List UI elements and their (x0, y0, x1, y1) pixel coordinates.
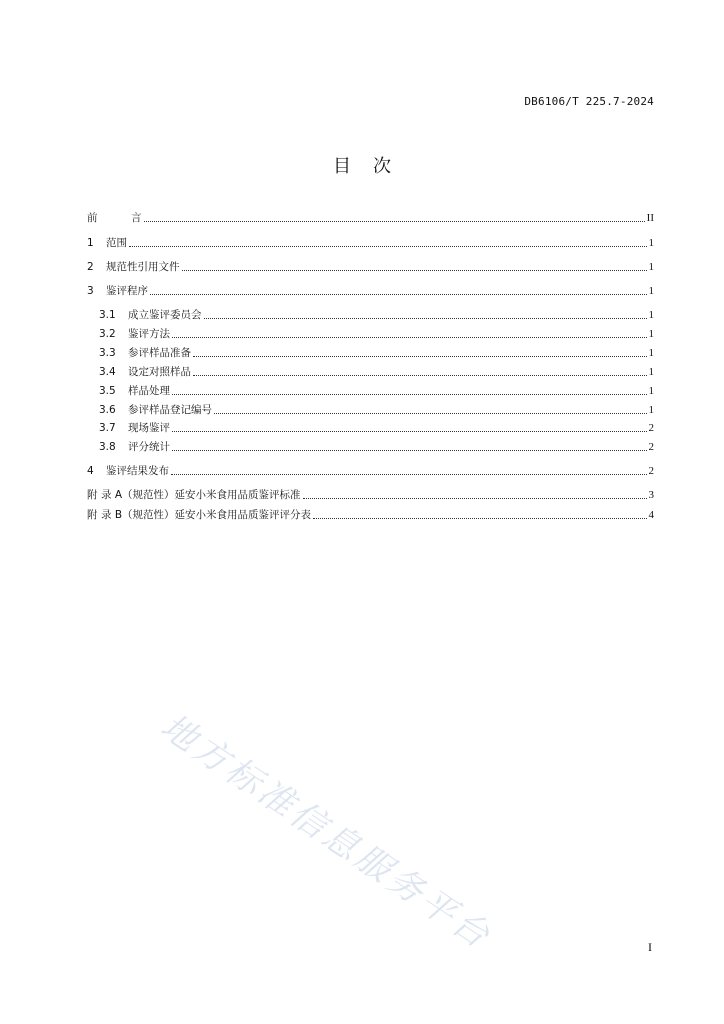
toc-entry-page: 2 (648, 441, 654, 453)
toc-entry-page: 2 (648, 422, 654, 434)
toc-title (0, 152, 724, 178)
toc-entry[interactable] (99, 421, 654, 435)
toc-entry-label: 鉴评程序 (106, 285, 148, 297)
page-number: I (648, 940, 652, 954)
toc-entry-page: 1 (648, 261, 654, 273)
toc-entry-page: 1 (648, 347, 654, 359)
toc-entry[interactable] (87, 211, 654, 225)
toc-dot-leader (172, 449, 647, 451)
toc-dot-leader (204, 317, 647, 319)
toc-entry-label: 录 A（规范性）延安小米食用品质鉴评标准 (101, 489, 301, 501)
toc-entry-number: 2 (87, 261, 94, 273)
toc-dot-leader (129, 245, 647, 247)
document-code: DB6106/T 225.7-2024 (524, 95, 654, 108)
toc-entry[interactable] (87, 284, 654, 298)
toc-entry-label: 参评样品登记编号 (128, 404, 212, 416)
toc-entry-label: 规范性引用文件 (106, 261, 180, 273)
toc-entry-page: 1 (648, 237, 654, 249)
toc-entry-number: 附 (87, 509, 98, 521)
toc-entry[interactable] (87, 508, 654, 522)
toc-title-part1: 目 (333, 156, 351, 177)
toc-entry-number: 1 (87, 237, 94, 249)
toc-entry-number: 3.5 (99, 385, 116, 397)
toc-entry-label: 鉴评结果发布 (106, 465, 169, 477)
toc-entry[interactable] (87, 236, 654, 250)
toc-entry-label: 言 (131, 212, 142, 224)
toc-dot-leader (214, 412, 647, 414)
toc-dot-leader (313, 517, 646, 519)
toc-entry-page: 1 (648, 385, 654, 397)
toc-dot-leader (171, 473, 647, 475)
toc-entry-label: 评分统计 (128, 441, 170, 453)
toc-dot-leader (172, 393, 647, 395)
toc-dot-leader (172, 336, 647, 338)
toc-entry-page: 4 (648, 509, 654, 521)
toc-entry-page: II (646, 212, 654, 224)
toc-entry[interactable] (99, 308, 654, 322)
toc-entry-label: 成立鉴评委员会 (128, 309, 202, 321)
toc-dot-leader (172, 430, 647, 432)
toc-entry-label: 范围 (106, 237, 127, 249)
toc-title-part2: 次 (373, 156, 391, 177)
toc-entry-label: 设定对照样品 (128, 366, 191, 378)
toc-dot-leader (303, 497, 647, 499)
toc-entry-page: 1 (648, 285, 654, 297)
toc-entry-number: 3.6 (99, 404, 116, 416)
toc-entry-number: 3.7 (99, 422, 116, 434)
toc-entry[interactable] (87, 260, 654, 274)
toc-entry-label: 录 B（规范性）延安小米食用品质鉴评评分表 (101, 509, 312, 521)
toc-entry-number: 前 (87, 212, 98, 224)
toc-entry-number: 3.1 (99, 309, 116, 321)
toc-entry-page: 3 (648, 489, 654, 501)
toc-dot-leader (182, 269, 647, 271)
toc-entry-number: 3 (87, 285, 94, 297)
toc-entry-label: 鉴评方法 (128, 328, 170, 340)
toc-dot-leader (144, 220, 645, 222)
toc-entry-page: 1 (648, 366, 654, 378)
toc-entry-page: 2 (648, 465, 654, 477)
watermark-text: 地方标准信息服务平台 (153, 706, 499, 958)
toc-entry[interactable] (87, 488, 654, 502)
toc-entry-page: 1 (648, 309, 654, 321)
toc-entry[interactable] (99, 403, 654, 417)
toc-entry[interactable] (99, 346, 654, 360)
toc-entry[interactable] (99, 327, 654, 341)
toc-entry-label: 现场鉴评 (128, 422, 170, 434)
toc-entry-number: 4 (87, 465, 94, 477)
toc-entry-number: 3.2 (99, 328, 116, 340)
toc-dot-leader (193, 374, 647, 376)
toc-entry-page: 1 (648, 328, 654, 340)
toc-entry-label: 样品处理 (128, 385, 170, 397)
toc-entry-label: 参评样品准备 (128, 347, 191, 359)
toc-dot-leader (193, 355, 647, 357)
toc-entry-number: 3.4 (99, 366, 116, 378)
toc-entry[interactable] (99, 440, 654, 454)
toc-entry-page: 1 (648, 404, 654, 416)
toc-entry[interactable] (99, 384, 654, 398)
toc-entry[interactable] (87, 464, 654, 478)
toc-entry-number: 附 (87, 489, 98, 501)
toc-entry-number: 3.3 (99, 347, 116, 359)
toc-entry-number: 3.8 (99, 441, 116, 453)
toc-dot-leader (150, 293, 647, 295)
toc-entry[interactable] (99, 365, 654, 379)
